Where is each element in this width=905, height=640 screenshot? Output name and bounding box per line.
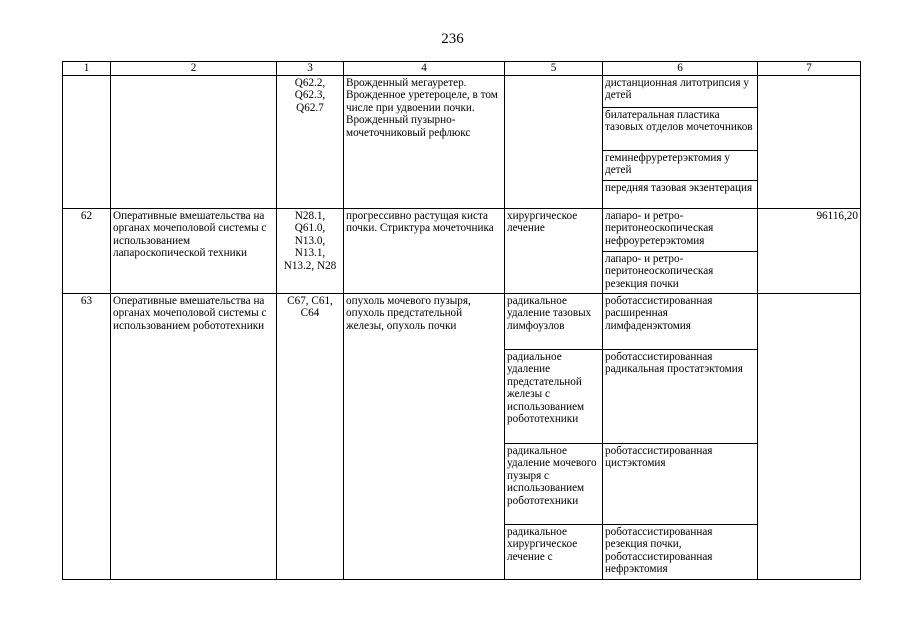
cell-codes: C67, C61, C64 (277, 294, 344, 580)
header-row (63, 62, 861, 76)
table-row (63, 209, 861, 252)
column-header-6: 6 (603, 62, 758, 76)
cell-cost: 96116,20 (758, 209, 861, 294)
column-header-3: 3 (277, 62, 344, 76)
cell-method: роботассистированная радикальная простатэктомия (603, 350, 758, 444)
table-row (63, 294, 861, 350)
cell-treatment (505, 76, 603, 209)
cell-number: 63 (63, 294, 111, 580)
cell-name: Оперативные вмешательства на органах мочеполовой системы с использованием лапароскопической техники (111, 209, 277, 294)
cell-name (111, 76, 277, 209)
cell-method: роботассистированная цистэктомия (603, 444, 758, 525)
cell-treatment: радикальное удаление тазовых лимфоузлов (505, 294, 603, 350)
cell-treatment: радиальное удаление предстательной железы с использованием робототехники (505, 350, 603, 444)
cell-treatment: хирургическое лечение (505, 209, 603, 294)
table-row (63, 76, 861, 108)
cell-diagnosis: прогрессивно растущая киста почки. Стриктура мочеточника (344, 209, 505, 294)
cell-method: передняя тазовая экзентерация (603, 181, 758, 209)
cell-number: 62 (63, 209, 111, 294)
cell-method: дистанционная литотрипсия у детей (603, 76, 758, 108)
cell-treatment: радикальное удаление мочевого пузыря с использованием робототехники (505, 444, 603, 525)
cell-cost (758, 76, 861, 209)
cell-method: лапаро- и ретро-перитонеоскопическая резекция почки (603, 252, 758, 294)
cell-diagnosis: Врожденный мегауретер. Врожденное уретероцеле, в том числе при удвоении почки. Врожденный пузырно-мочеточниковый рефлюкс (344, 76, 505, 209)
cell-number (63, 76, 111, 209)
cell-method: роботассистированная резекция почки, роботассистированная нефрэктомия (603, 525, 758, 580)
cell-method: лапаро- и ретро-перитонеоскопическая нефроуретерэктомия (603, 209, 758, 252)
cell-diagnosis: опухоль мочевого пузыря, опухоль предстательной железы, опухоль почки (344, 294, 505, 580)
cell-cost (758, 294, 861, 580)
cell-name: Оперативные вмешательства на органах мочеполовой системы с использованием робототехники (111, 294, 277, 580)
cell-method: геминефруретерэктомия у детей (603, 151, 758, 181)
column-header-2: 2 (111, 62, 277, 76)
cell-method: билатеральная пластика тазовых отделов мочеточников (603, 108, 758, 151)
page-number: 236 (441, 31, 464, 47)
cell-codes: N28.1, Q61.0, N13.0, N13.1, N13.2, N28 (277, 209, 344, 294)
column-header-5: 5 (505, 62, 603, 76)
column-header-1: 1 (63, 62, 111, 76)
cell-treatment: радикальное хирургическое лечение с (505, 525, 603, 580)
column-header-7: 7 (758, 62, 861, 76)
column-header-4: 4 (344, 62, 505, 76)
cell-codes: Q62.2, Q62.3, Q62.7 (277, 76, 344, 209)
cell-method: роботассистированная расширенная лимфаденэктомия (603, 294, 758, 350)
procedures-table (62, 61, 861, 580)
